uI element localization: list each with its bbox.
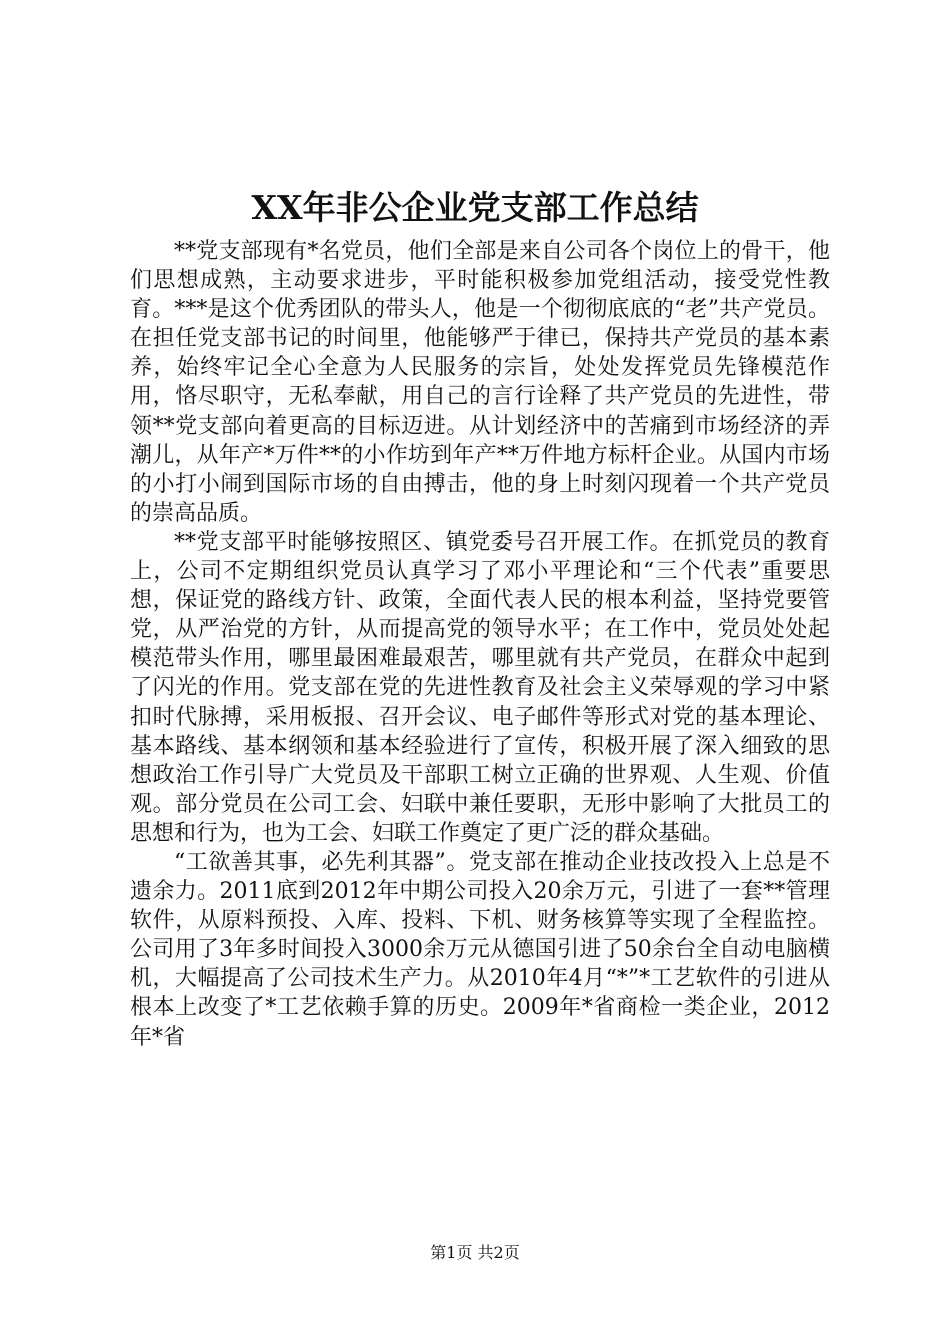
paragraph-3: “工欲善其事，必先利其器”。党支部在推动企业技改投入上总是不遗余力。2011底到2012年中期公司投入20余万元，引进了一套**管理软件，从原料预投、入库、投料、下机、财务核算等实现了全程监控。公司用了3年多时间投入3000余万元从德国引进了50余台全自动电脑横机，大幅提高了公司技术生产力。从2010年4月“*”*工艺软件的引进从根本上改变了*工艺依赖手算的历史。2009年*省商检一类企业，2012年*省: [130, 849, 830, 1050]
document-body: [130, 237, 830, 1052]
page-number-footer: 第1页 共2页: [430, 1243, 520, 1262]
document-title: XX年非公企业党支部工作总结: [251, 188, 699, 227]
paragraph-1: **党支部现有*名党员，他们全部是来自公司各个岗位上的骨干，他们思想成熟，主动要求进步，平时能积极参加党组活动，接受党性教育。***是这个优秀团队的带头人，他是一个彻彻底底的“老”共产党员。在担任党支部书记的时间里，他能够严于律已，保持共产党员的基本素养，始终牢记全心全意为人民服务的宗旨，处处发挥党员先锋模范作用，恪尽职守，无私奉献，用自己的言行诠释了共产党员的先进性，带领**党支部向着更高的目标迈进。从计划经济中的苦痛到市场经济的弄潮儿，从年产*万件**的小作坊到年产**万件地方标杆企业。从国内市场的小打小闹到国际市场的自由搏击，他的身上时刻闪现着一个共产党员的崇高品质。: [130, 239, 830, 526]
paragraph-2: **党支部平时能够按照区、镇党委号召开展工作。在抓党员的教育上，公司不定期组织党员认真学习了邓小平理论和“三个代表”重要思想，保证党的路线方针、政策，全面代表人民的根本利益，坚持党要管党，从严治党的方针，从而提高党的领导水平；在工作中，党员处处起模范带头作用，哪里最困难最艰苦，哪里就有共产党员，在群众中起到了闪光的作用。党支部在党的先进性教育及社会主义荣辱观的学习中紧扣时代脉搏，采用板报、召开会议、电子邮件等形式对党的基本理论、基本路线、基本纲领和基本经验进行了宣传，积极开展了深入细致的思想政治工作引导广大党员及干部职工树立正确的世界观、人生观、价值观。部分党员在公司工会、妇联中兼任要职，无形中影响了大批员工的思想和行为，也为工会、妇联工作奠定了更广泛的群众基础。: [130, 529, 830, 846]
